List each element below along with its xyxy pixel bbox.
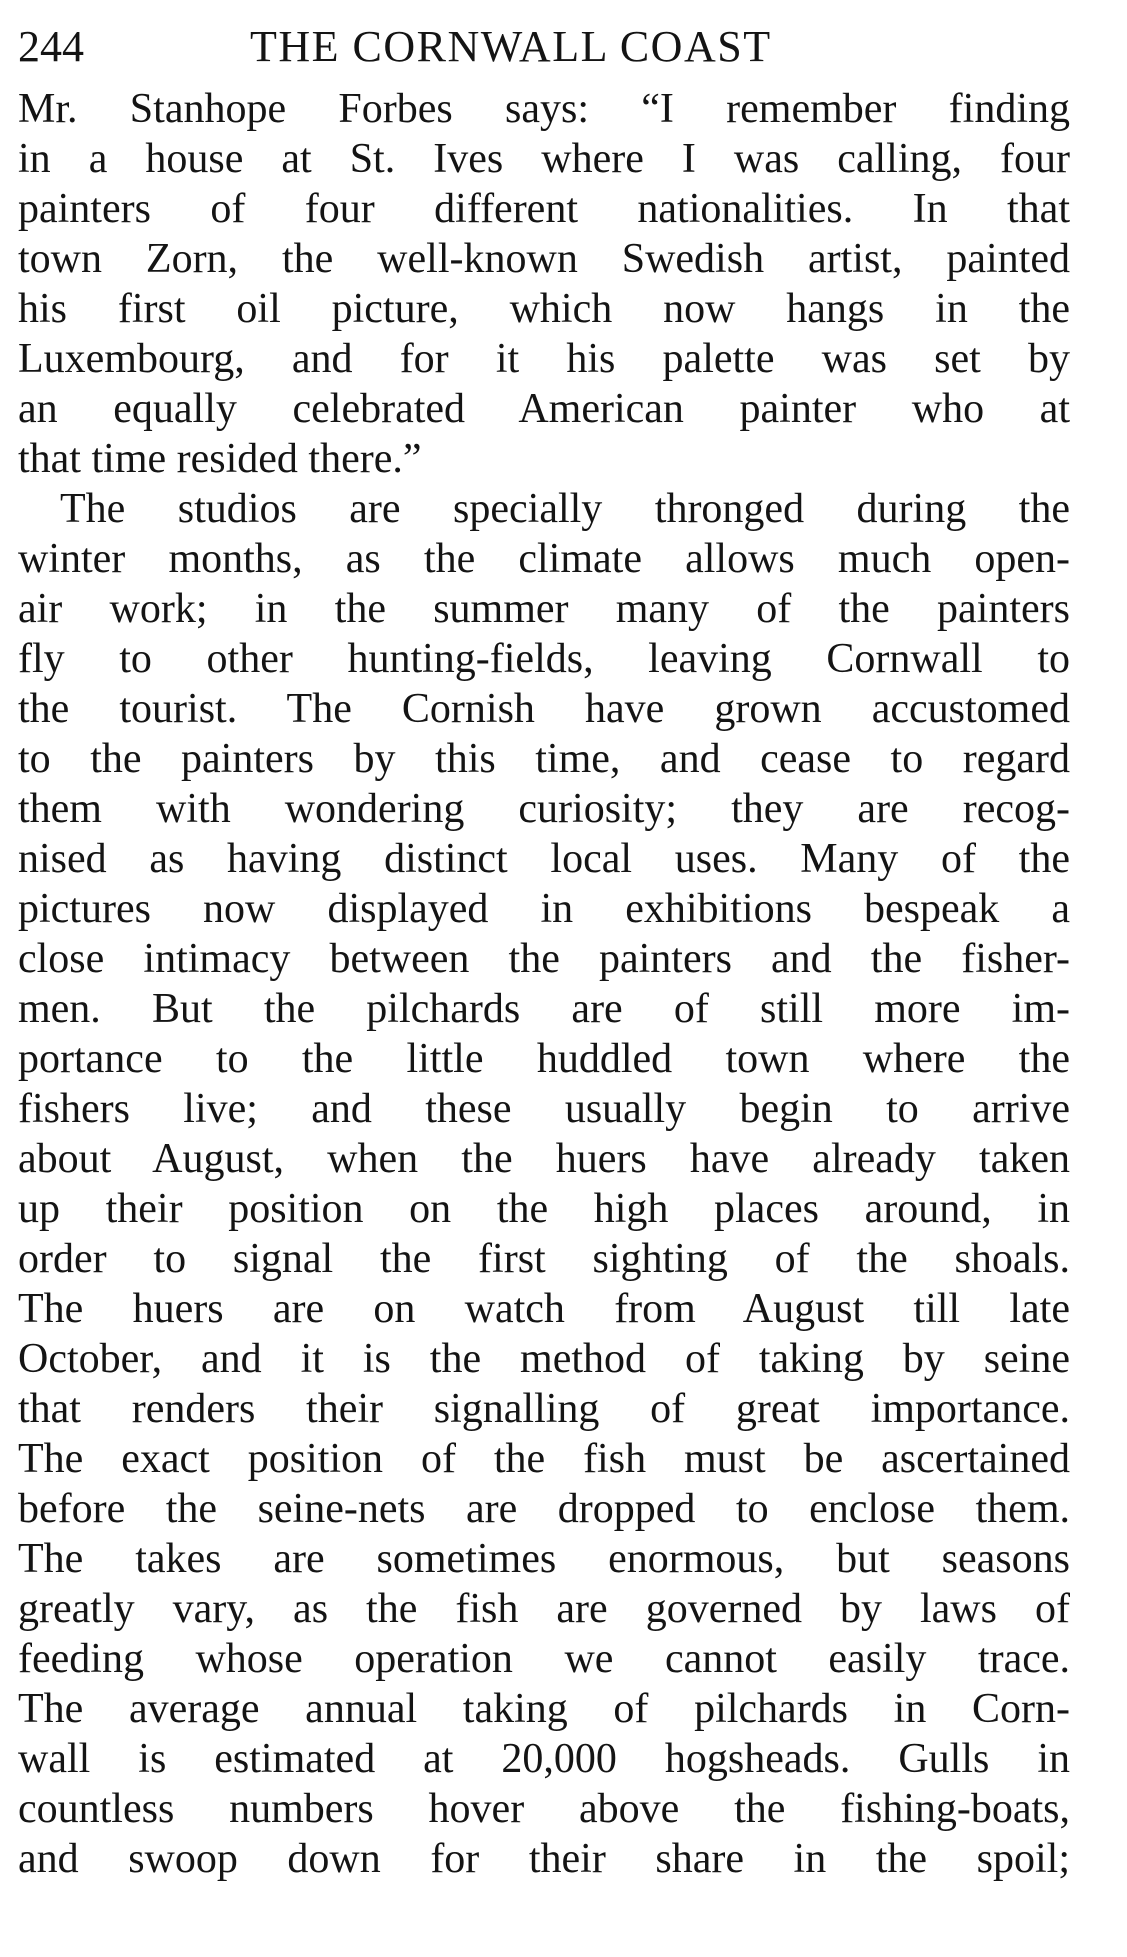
text-line: wall is estimated at 20,000 hogsheads. Gulls in <box>18 1736 1070 1782</box>
text-line: The studios are specially thronged during the <box>60 486 1070 532</box>
text-line: portance to the little huddled town where the <box>18 1036 1070 1082</box>
text-line: men. But the pilchards are of still more im- <box>18 986 1070 1032</box>
text-line: about August, when the huers have already taken <box>18 1136 1070 1182</box>
page-number: 244 <box>18 22 84 71</box>
text-line: and swoop down for their share in the spoil; <box>18 1836 1070 1882</box>
text-line: close intimacy between the painters and the fisher- <box>18 936 1070 982</box>
text-line: that time resided there.” <box>18 436 422 482</box>
text-line: fishers live; and these usually begin to arrive <box>18 1086 1070 1132</box>
paragraph-2 <box>18 484 1070 1884</box>
text-line: fly to other hunting-fields, leaving Cornwall to <box>18 636 1070 682</box>
book-page <box>18 22 1070 1884</box>
text-line: nised as having distinct local uses. Many of the <box>18 836 1070 882</box>
text-line: The exact position of the fish must be ascertained <box>18 1436 1070 1482</box>
text-line: painters of four different nationalities. In that <box>18 186 1070 232</box>
text-line: Luxembourg, and for it his palette was set by <box>18 336 1070 382</box>
text-line: October, and it is the method of taking by seine <box>18 1336 1070 1382</box>
text-line: The average annual taking of pilchards in Corn- <box>18 1686 1070 1732</box>
page-header <box>18 22 1070 84</box>
text-line: winter months, as the climate allows much open- <box>18 536 1070 582</box>
text-line: an equally celebrated American painter who at <box>18 386 1070 432</box>
text-line: his first oil picture, which now hangs in the <box>18 286 1070 332</box>
text-line: before the seine-nets are dropped to enclose them. <box>18 1486 1070 1532</box>
text-line: The takes are sometimes enormous, but seasons <box>18 1536 1070 1582</box>
text-line: to the painters by this time, and cease to regard <box>18 736 1070 782</box>
text-line: countless numbers hover above the fishing-boats, <box>18 1786 1070 1832</box>
text-line: in a house at St. Ives where I was calling, four <box>18 136 1070 182</box>
text-line: town Zorn, the well-known Swedish artist, painted <box>18 236 1070 282</box>
text-line: order to signal the first sighting of the shoals. <box>18 1236 1070 1282</box>
text-line: the tourist. The Cornish have grown accustomed <box>18 686 1070 732</box>
paragraph-1 <box>18 84 1070 484</box>
text-line: them with wondering curiosity; they are recog- <box>18 786 1070 832</box>
text-line: that renders their signalling of great importance. <box>18 1386 1070 1432</box>
text-line: feeding whose operation we cannot easily trace. <box>18 1636 1070 1682</box>
text-line: up their position on the high places around, in <box>18 1186 1070 1232</box>
text-line: greatly vary, as the fish are governed by laws of <box>18 1586 1070 1632</box>
text-line: The huers are on watch from August till late <box>18 1286 1070 1332</box>
text-line: Mr. Stanhope Forbes says: “I remember finding <box>18 86 1070 132</box>
running-title: THE CORNWALL COAST <box>250 22 772 71</box>
text-line: pictures now displayed in exhibitions bespeak a <box>18 886 1070 932</box>
text-line: air work; in the summer many of the painters <box>18 586 1070 632</box>
